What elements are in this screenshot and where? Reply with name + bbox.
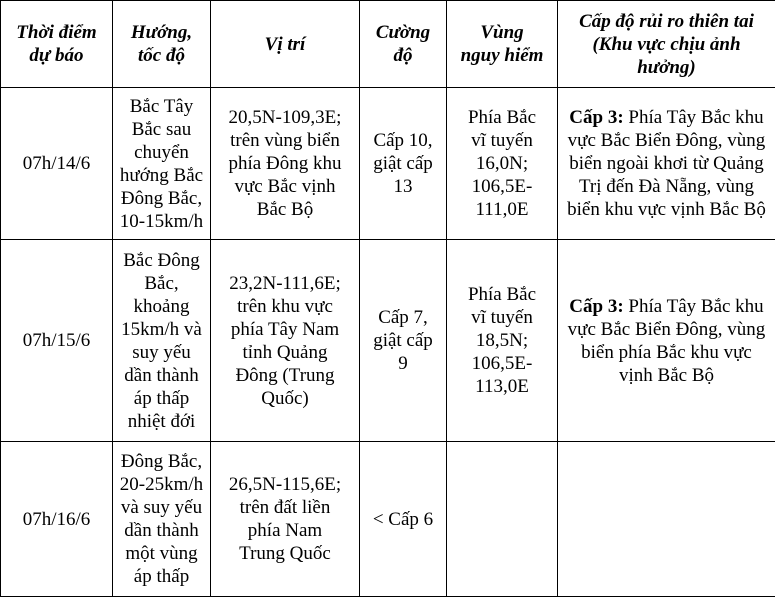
risk-text: Phía Tây Bắc khu vực Bắc Biển Đông, vùng biển ngoài khơi từ Quảng Trị đến Đà Nẵng, vùng biển khu vực vịnh Bắc Bộ xyxy=(567,107,766,220)
cell-risk xyxy=(558,240,775,442)
cell-risk xyxy=(558,442,775,597)
cell-position: 26,5N-115,6E; trên đất liền phía Nam Trung Quốc xyxy=(211,442,360,597)
cell-intensity: < Cấp 6 xyxy=(360,442,447,597)
risk-level: Cấp 3: xyxy=(569,107,623,128)
header-time: Thời điểm dự báo xyxy=(1,1,113,88)
header-risk: Cấp độ rủi ro thiên tai (Khu vực chịu ảnh hưởng) xyxy=(558,1,775,88)
cell-danger-zone: Phía Bắc vĩ tuyến 18,5N; 106,5E- 113,0E xyxy=(447,240,558,442)
risk-level: Cấp 3: xyxy=(569,296,623,317)
cell-danger-zone xyxy=(447,442,558,597)
cell-direction: Bắc Tây Bắc sau chuyển hướng Bắc Đông Bắc, 10-15km/h xyxy=(113,88,211,240)
cell-position: 23,2N-111,6E; trên khu vực phía Tây Nam tỉnh Quảng Đông (Trung Quốc) xyxy=(211,240,360,442)
cell-intensity: Cấp 7, giật cấp 9 xyxy=(360,240,447,442)
cell-time: 07h/15/6 xyxy=(1,240,113,442)
header-direction: Hướng, tốc độ xyxy=(113,1,211,88)
header-position: Vị trí xyxy=(211,1,360,88)
cell-time: 07h/16/6 xyxy=(1,442,113,597)
table-row xyxy=(1,240,775,442)
table-row xyxy=(1,442,775,597)
cell-intensity: Cấp 10, giật cấp 13 xyxy=(360,88,447,240)
header-intensity: Cường độ xyxy=(360,1,447,88)
cell-direction: Bắc Đông Bắc, khoảng 15km/h và suy yếu dần thành áp thấp nhiệt đới xyxy=(113,240,211,442)
cell-position: 20,5N-109,3E; trên vùng biển phía Đông khu vực Bắc vịnh Bắc Bộ xyxy=(211,88,360,240)
table-row xyxy=(1,88,775,240)
header-danger-zone: Vùng nguy hiểm xyxy=(447,1,558,88)
risk-text: Phía Tây Bắc khu vực Bắc Biển Đông, vùng biển phía Bắc khu vực vịnh Bắc Bộ xyxy=(568,296,766,386)
cell-time: 07h/14/6 xyxy=(1,88,113,240)
header-row xyxy=(1,1,775,88)
cell-direction: Đông Bắc, 20-25km/h và suy yếu dần thành một vùng áp thấp xyxy=(113,442,211,597)
cell-risk xyxy=(558,88,775,240)
cell-danger-zone: Phía Bắc vĩ tuyến 16,0N; 106,5E- 111,0E xyxy=(447,88,558,240)
